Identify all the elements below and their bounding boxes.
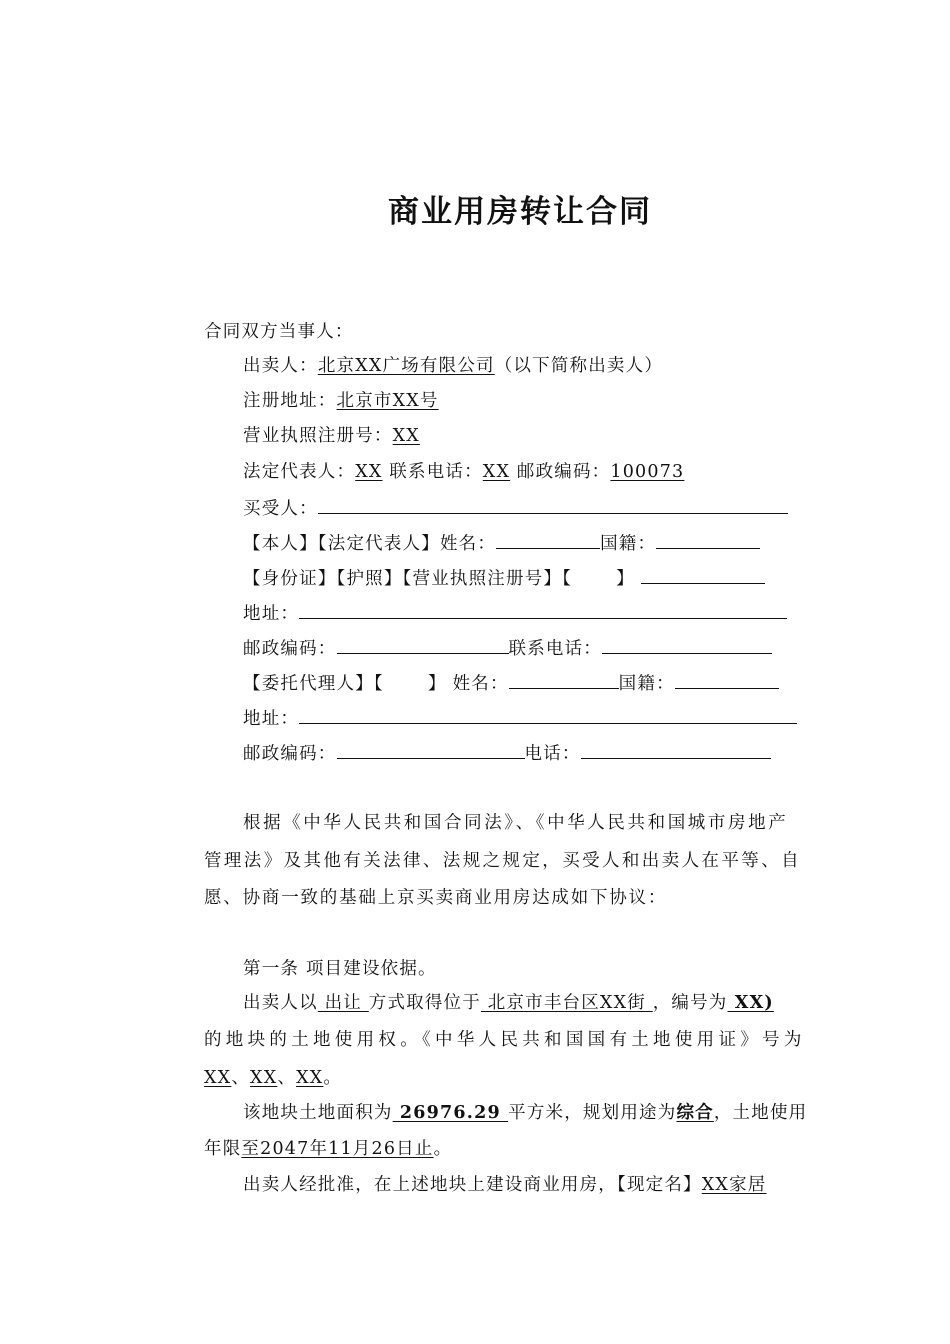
buyer-nationality-blank[interactable] bbox=[656, 531, 760, 549]
buyer-phone-label: 联系电话： bbox=[508, 639, 602, 659]
preamble-line-1: 根据《中华人民共和国合同法》、《中华人民共和国城市房地产 bbox=[243, 813, 789, 833]
seller-postcode-label: 邮政编码： bbox=[510, 462, 611, 482]
seller-line bbox=[243, 355, 663, 377]
separator: 、 bbox=[277, 1068, 297, 1088]
period: 。 bbox=[433, 1139, 453, 1159]
article-1-text: 出卖人经批准，在上述地块上建设商业用房，【现定名】 bbox=[243, 1175, 702, 1195]
agent-phone-label: 电话： bbox=[524, 744, 581, 764]
seller-address-label: 注册地址： bbox=[243, 391, 337, 411]
seller-rep: XX bbox=[355, 462, 383, 482]
article-1-text: 年限 bbox=[204, 1139, 242, 1159]
agent-nationality-label: 国籍： bbox=[618, 674, 675, 694]
article-1-text: 出卖人以 bbox=[243, 993, 318, 1013]
buyer-person-name-blank[interactable] bbox=[496, 531, 600, 549]
land-use-term: 至2047年11月26日止 bbox=[241, 1139, 434, 1159]
article-1-p3-line-1 bbox=[243, 1174, 766, 1196]
buyer-person-line bbox=[243, 531, 760, 555]
buyer-name-blank[interactable] bbox=[318, 496, 788, 514]
seller-name: 北京XX广场有限公司 bbox=[317, 356, 495, 376]
seller-license-line bbox=[243, 425, 420, 447]
agent-name-blank[interactable] bbox=[509, 671, 619, 689]
agent-address-label: 地址： bbox=[243, 709, 300, 729]
document-title: 商业用房转让合同 bbox=[388, 194, 652, 230]
seller-address-line bbox=[243, 390, 439, 412]
buyer-address-blank[interactable] bbox=[299, 601, 787, 619]
period: 。 bbox=[323, 1068, 343, 1088]
buyer-id-line bbox=[243, 566, 765, 590]
buyer-address-label: 地址： bbox=[243, 604, 300, 624]
article-1-text: 方式取得位于 bbox=[368, 993, 481, 1013]
land-acquisition-method: 出让 bbox=[317, 993, 369, 1013]
article-1-p1-line-2: 的地块的土地使用权。《中华人民共和国国有土地使用证》号为 bbox=[204, 1030, 806, 1050]
seller-license-label: 营业执照注册号： bbox=[243, 426, 393, 446]
preamble-line-2: 管理法》及其他有关法律、法规之规定，买受人和出卖人在平等、自 bbox=[204, 851, 801, 871]
buyer-phone-blank[interactable] bbox=[602, 636, 772, 654]
buyer-person-options: 【本人】【法定代表人】姓名： bbox=[243, 534, 497, 554]
article-1-p1-line-1 bbox=[243, 992, 774, 1014]
article-1-p1-line-3 bbox=[204, 1067, 342, 1089]
buyer-id-close: 】 bbox=[616, 569, 635, 589]
article-1-p2-line-2 bbox=[204, 1138, 452, 1160]
article-1-heading: 第一条 项目建设依据。 bbox=[243, 959, 437, 979]
parties-heading: 合同双方当事人： bbox=[204, 322, 354, 342]
seller-rep-line bbox=[243, 461, 684, 483]
article-1-text: ，土地使用 bbox=[713, 1103, 808, 1123]
agent-postcode-label: 邮政编码： bbox=[243, 744, 337, 764]
land-certificate-3: XX bbox=[296, 1068, 324, 1088]
seller-label: 出卖人： bbox=[243, 356, 318, 376]
seller-suffix: （以下简称出卖人） bbox=[494, 356, 664, 376]
seller-license: XX bbox=[392, 426, 420, 446]
agent-address-line bbox=[243, 706, 797, 730]
land-certificate-2: XX bbox=[250, 1068, 278, 1088]
seller-phone-label: 联系电话： bbox=[382, 462, 483, 482]
article-1-p2-line-1 bbox=[243, 1102, 807, 1124]
seller-phone: XX bbox=[482, 462, 511, 482]
land-certificate-1: XX bbox=[204, 1068, 232, 1088]
agent-postcode-line bbox=[243, 741, 771, 765]
agent-name-label: 姓名： bbox=[452, 674, 509, 694]
buyer-postcode-label: 邮政编码： bbox=[243, 639, 337, 659]
land-planned-use: 综合 bbox=[676, 1103, 714, 1123]
article-1-text: 该地块土地面积为 bbox=[243, 1103, 393, 1123]
separator: 、 bbox=[231, 1068, 251, 1088]
seller-address: 北京市XX号 bbox=[336, 391, 439, 411]
buyer-line bbox=[243, 496, 788, 520]
agent-options: 【委托代理人】【 bbox=[243, 674, 384, 694]
buyer-id-number-blank[interactable] bbox=[641, 566, 765, 584]
land-location: 北京市丰台区XX街 bbox=[480, 993, 653, 1013]
buyer-address-line bbox=[243, 601, 787, 625]
preamble-line-3: 愿、协商一致的基础上京买卖商业用房达成如下协议： bbox=[204, 888, 668, 908]
buyer-label: 买受人： bbox=[243, 499, 318, 519]
agent-close: 】 bbox=[427, 674, 447, 694]
buyer-id-options: 【身份证】【护照】【营业执照注册号】【 bbox=[243, 569, 573, 589]
property-name: XX家居 bbox=[701, 1175, 767, 1195]
seller-postcode: 100073 bbox=[610, 462, 685, 482]
seller-rep-label: 法定代表人： bbox=[243, 462, 356, 482]
land-parcel-number: XX) bbox=[727, 993, 774, 1013]
buyer-postcode-blank[interactable] bbox=[337, 636, 509, 654]
buyer-nationality-label: 国籍： bbox=[600, 534, 657, 554]
land-area: 26976.29 bbox=[392, 1103, 509, 1123]
agent-postcode-blank[interactable] bbox=[337, 741, 525, 759]
agent-nationality-blank[interactable] bbox=[675, 671, 779, 689]
agent-address-blank[interactable] bbox=[299, 706, 797, 724]
agent-phone-blank[interactable] bbox=[581, 741, 771, 759]
article-1-text: 平方米，规划用途为 bbox=[508, 1103, 677, 1123]
buyer-postcode-line bbox=[243, 636, 772, 660]
agent-line bbox=[243, 671, 779, 695]
article-1-text: ，编号为 bbox=[652, 993, 728, 1013]
